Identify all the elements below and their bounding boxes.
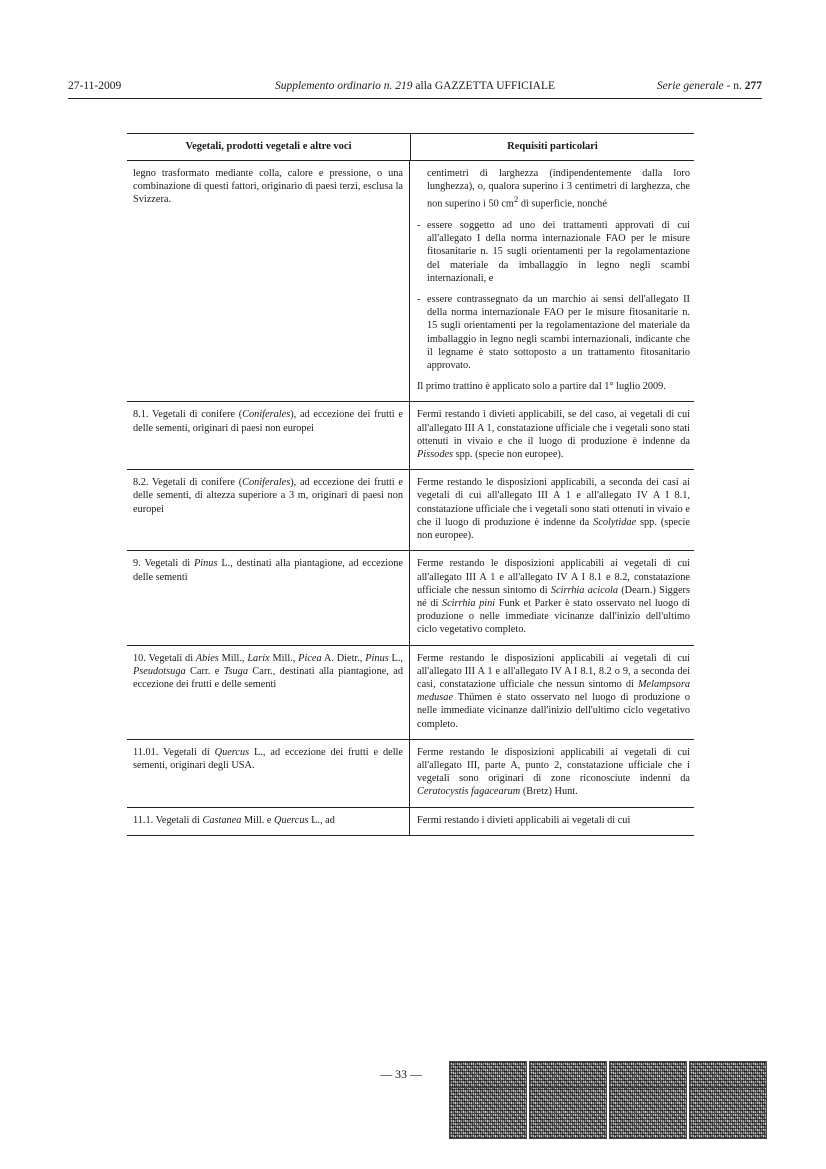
text-segment: Carr. e [185,665,224,677]
superscript: 2 [513,194,519,205]
taxon: Abies [195,652,219,664]
table-row [127,740,694,808]
header-series-label: Serie generale [656,80,724,92]
header-rule [68,98,762,99]
text-segment: di superficie, nonché [518,198,607,210]
taxon: Tsuga [223,665,248,677]
row-requirements [410,161,694,401]
text-segment: Ferme restando le disposizioni applicabili ai vegetali di cui all'allegato III A 1 e all'allegato IV A I 8.1 e 8.2, constatazione ufficiale che nessun sintomo di [417,558,690,596]
barcode-icon [449,1061,527,1139]
text-segment: 11.1. Vegetali di [133,814,203,826]
taxon: Castanea [202,814,242,826]
taxon: Scirrhia acicola [550,584,618,596]
page-number: — 33 — [380,1067,422,1081]
requirement-dash-item: - essere soggetto ad uno dei trattamenti approvati di cui all'allegato I della norma internazionale FAO per le misure fitosanitarie n. 15 sugli orientamenti per la regolamentazione del materiale da imballaggio in legno negli scambi internazionali, e [417,219,690,285]
table-row [127,470,694,551]
text-segment: 9. Vegetali di [133,558,194,570]
text-segment: ), ad eccezione dei frutti e delle sementi, di altezza superiore a 3 m, originari di paesi non europei [133,477,403,515]
row-item: legno trasformato mediante colla, calore e pressione, o una combinazione di questi fattori, originario di paesi terzi, esclusa la Svizzera. [127,161,410,401]
header-series [657,80,762,92]
page-header [68,80,762,96]
text-segment: Mill., [269,652,299,664]
barcode-icon [689,1061,767,1139]
row-requirements [410,551,694,644]
taxon: Quercus [214,746,250,758]
table-row [127,402,694,470]
requirements-table [127,133,694,836]
text-segment: 11.01. Vegetali di [133,746,215,758]
header-date: 27-11-2009 [68,80,122,92]
text-segment: Ferme restando le disposizioni applicabili ai vegetali di cui all'allegato III, parte A, punto 2, constatazione ufficiale che i vegetali sono originari di zone riconosciute indenni da [417,746,690,785]
text-segment: ), ad eccezione dei frutti e delle sementi, originari di paesi non europei [133,409,403,434]
text-segment: Thümen è stato osservato nel luogo di produzione o nelle immediate vicinanze dall'inizio dell'ultimo ciclo vegetativo completo. [417,692,690,730]
row-item [127,808,410,835]
table-row [127,551,694,645]
table-row [127,808,694,836]
row-requirements: Fermi restando i divieti applicabili ai vegetali di cui [417,814,631,826]
row-item [127,470,410,550]
taxon: Scirrhia pini [441,597,496,609]
table-row [127,161,694,402]
barcode-icon [529,1061,607,1139]
text-segment: Funk et Parker è stato osservato nel luogo di produzione o nelle immediate vicinanze dall'inizio dell'ultimo ciclo vegetativo completo. [417,597,690,636]
row-item [127,740,410,807]
taxon: Pinus [194,558,218,570]
row-item [127,402,410,469]
taxon: Quercus [274,814,309,826]
header-series-mid: - n. [723,80,745,92]
text-segment: L., [388,652,403,664]
taxon: Scolytidae [593,516,637,528]
taxon: Coniferales [242,477,291,489]
text-segment: 8.2. Vegetali di conifere ( [133,477,243,489]
col2-header: Requisiti particolari [507,141,598,152]
taxon: Picea [298,652,322,664]
text-segment: Ferme restando le disposizioni applicabili, a seconda dei casi ai vegetali di cui all'allegato III A 1 e all'allegato IV A I 8.1, constatazione ufficiale che i vegetali sono stati ottenuti in vivaio e che il luogo di produzione è indenne da [417,477,690,528]
text-segment: centimetri di larghezza (indipendentemente dalla loro lunghezza), o, qualora superino i 3 centimetri di larghezza, che non superino i 50 cm [427,168,690,210]
text-segment: L., destinati alla piantagione, ad eccezione delle sementi [133,558,403,583]
taxon: Melampsora medusae [417,678,690,704]
barcode-icon [609,1061,687,1139]
row-item [127,646,410,739]
text-segment: Mill. e [241,814,275,826]
row-item [127,551,410,644]
row-requirements [410,470,694,550]
taxon: Coniferales [242,409,291,421]
row-requirements [410,402,694,469]
row-requirements [410,740,694,807]
text-segment: spp. (specie non europee). [453,449,564,461]
text-segment: Mill., [218,652,248,664]
header-series-number: 277 [744,80,762,92]
taxon: Pinus [365,652,389,664]
text-segment: (Bretz) Hunt. [520,786,578,798]
text-segment: L., ad eccezione dei frutti e delle sementi, originari degli USA. [133,746,403,771]
taxon: Pissodes [417,449,454,461]
text-segment: 8.1. Vegetali di conifere ( [133,409,243,421]
table-row [127,646,694,740]
taxon: Pseudotsuga [133,665,186,677]
requirement-note: Il primo trattino è applicato solo a partire dal 1° luglio 2009. [417,381,666,393]
requirement-text [417,167,690,211]
header-supplement: Supplemento ordinario n. 219 [274,80,413,92]
col1-header: Vegetali, prodotti vegetali e altre voci [127,134,411,160]
text-segment: Fermi restando i divieti applicabili, se del caso, ai vegetali di cui all'allegato III A 1, constatazione ufficiale che i vegetali sono stati ottenuti in vivaio e che il luogo di produzione è indenne da [417,409,690,447]
requirement-dash-item: - essere contrassegnato da un marchio ai sensi dell'allegato II della norma internazionale FAO per le misure fitosanitarie n. 15 sugli orientamenti per la regolamentazione del materiale da imballaggio in legno negli scambi internazionali, indicante che il legname è stato sottoposto a un trattamento fitosanitario approvato. [417,293,690,372]
text-segment: A. Dietr., [321,652,366,664]
taxon: Larix [247,652,270,664]
text-segment: L., ad [308,814,335,826]
text-segment: 10. Vegetali di [133,652,196,664]
row-requirements [410,646,694,739]
text-segment: (Dearn.) Siggers né di [417,584,690,609]
text-segment: Carr., destinati alla piantagione, ad eccezione dei frutti e delle sementi [133,665,403,690]
header-gazette: alla GAZZETTA UFFICIALE [412,80,556,92]
text-segment: spp. (specie non europee). [417,516,690,542]
text-segment: Ferme restando le disposizioni applicabili ai vegetali di cui all'allegato III A 1 e all'allegato IV A I 8.1, 8.2 o 9, a seconda dei casi, constatazione ufficiale che nessun sintomo di [417,652,690,690]
taxon: Ceratocystis fagacearum [417,786,521,798]
table-header [127,134,694,161]
